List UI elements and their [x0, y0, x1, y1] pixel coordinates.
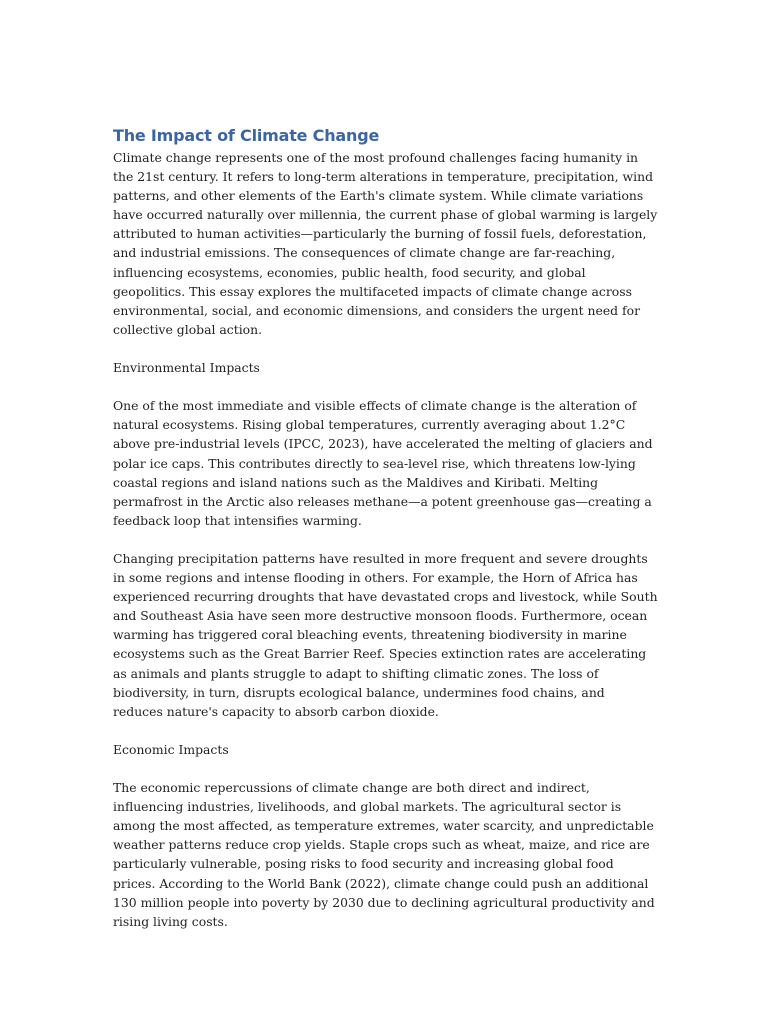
section-heading-economic: Economic Impacts [113, 741, 229, 757]
document-title: The Impact of Climate Change [113, 126, 380, 145]
document-page [113, 125, 658, 950]
section-heading-environmental: Environmental Impacts [113, 360, 260, 376]
intro-paragraph: Climate change represents one of the most profound challenges facing humanity in the 21st century. It refers to long-term alterations in temperature, precipitation, wind patterns, and other elements of the Earth's climate system. While climate variations have occurred naturally over millennia, the current phase of global warming is largely attributed to human activities—particularly the burning of fossil fuels, deforestation, and industrial emissions. The consequences of climate change are far-reaching, influencing ecosystems, economies, public health, food security, and global geopolitics. This essay explores the multifaceted impacts of climate change across environmental, social, and economic dimensions, and considers the urgent need for collective global action. [113, 150, 658, 337]
environmental-paragraph-2: Changing precipitation patterns have resulted in more frequent and severe droughts in some regions and intense flooding in others. For example, the Horn of Africa has experienced recurring droughts that have devastated crops and livestock, while South and Southeast Asia have seen more destructive monsoon floods. Furthermore, ocean warming has triggered coral bleaching events, threatening biodiversity in marine ecosystems such as the Great Barrier Reef. Species extinction rates are accelerating as animals and plants struggle to adapt to shifting climatic zones. The loss of biodiversity, in turn, disrupts ecological balance, undermines food chains, and reduces nature's capacity to absorb carbon dioxide. [113, 550, 658, 719]
environmental-paragraph-1: One of the most immediate and visible effects of climate change is the alteration of natural ecosystems. Rising global temperatures, currently averaging about 1.2°C above pre-industrial levels (IPCC, 2023), have accelerated the melting of glaciers and polar ice caps. This contributes directly to sea-level rise, which threatens low-lying coastal regions and island nations such as the Maldives and Kiribati. Melting permafrost in the Arctic also releases methane—a potent greenhouse gas—creating a feedback loop that intensifies warming. [113, 398, 653, 528]
economic-paragraph-1: The economic repercussions of climate change are both direct and indirect, influencing industries, livelihoods, and global markets. The agricultural sector is among the most affected, as temperature extremes, water scarcity, and unpredictable weather patterns reduce crop yields. Staple crops such as wheat, maize, and rice are particularly vulnerable, posing risks to food security and increasing global food prices. According to the World Bank (2022), climate change could push an additional 130 million people into poverty by 2030 due to declining agricultural productivity and rising living costs. [113, 780, 655, 929]
